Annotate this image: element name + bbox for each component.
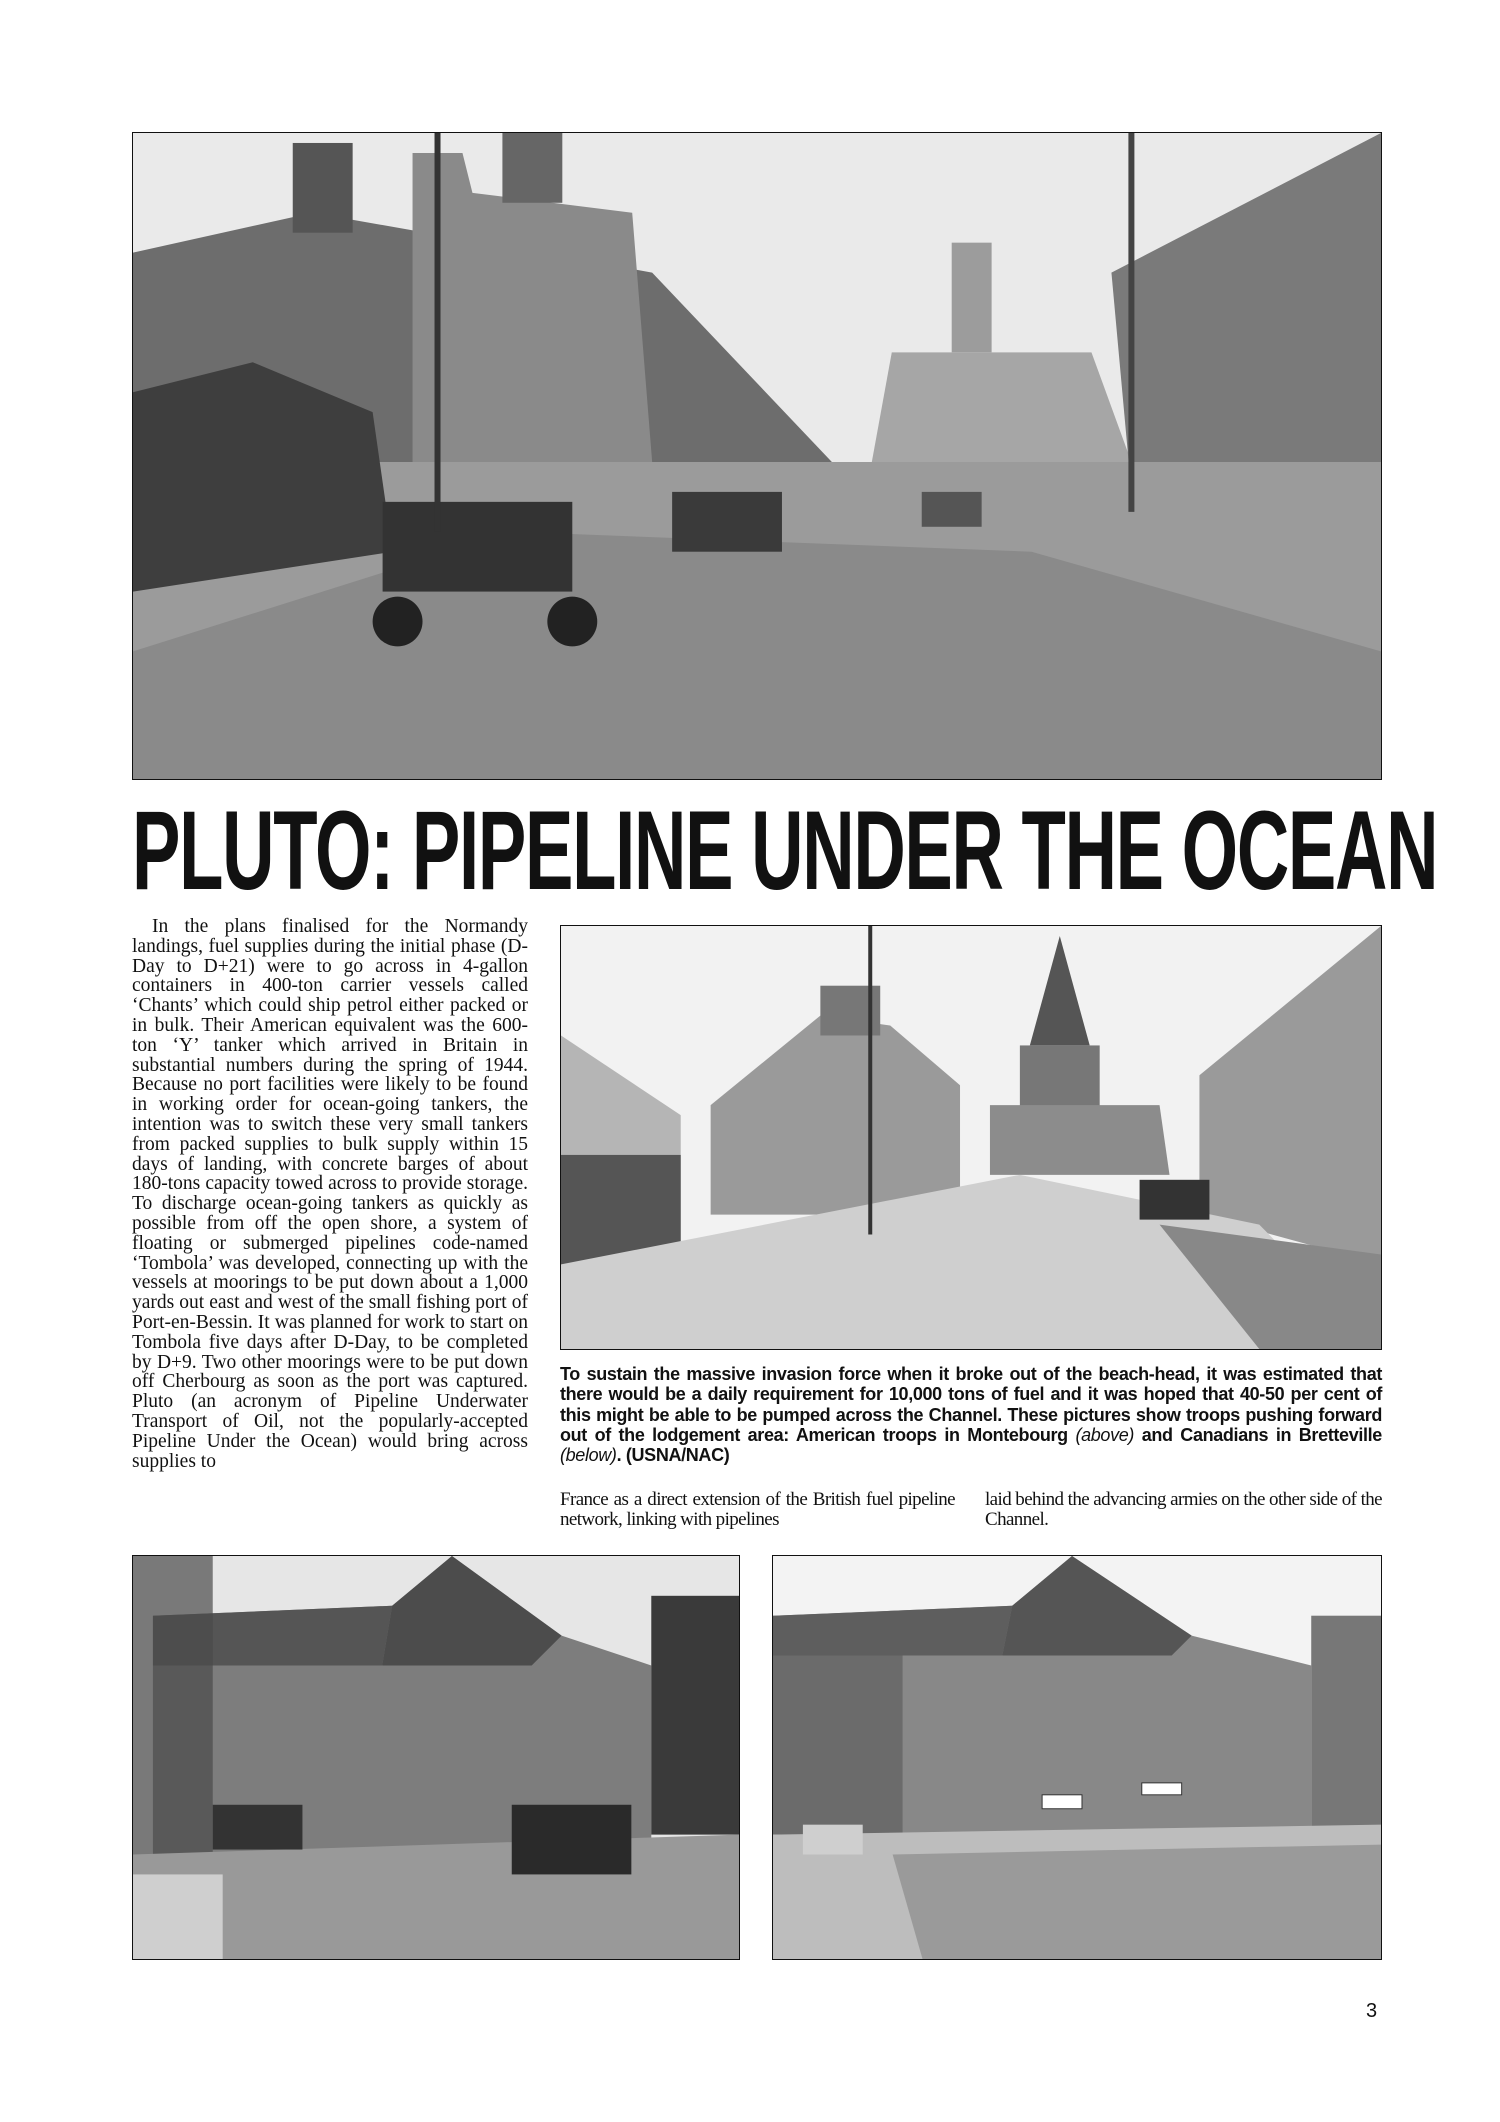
- body-paragraph: laid behind the advancing armies on the other side of the Channel.: [985, 1489, 1382, 1530]
- caption-above: (above): [1075, 1424, 1135, 1445]
- body-paragraph: France as a direct extension of the British fuel pipeline network, linking with pipelines: [560, 1489, 955, 1530]
- caption-below: (below): [560, 1445, 617, 1466]
- caption-credit: . (USNA/NAC): [616, 1445, 730, 1466]
- photo-wartime-street: [132, 132, 1382, 780]
- photo-bretteville-wartime: [132, 1555, 740, 1960]
- body-column-1: [132, 917, 528, 1471]
- body-column-2: [560, 1490, 955, 1530]
- body-paragraph: In the plans finalised for the Normandy landings, fuel supplies during the initial phase (D-Day to D+21) were to go across in 4-gallon containers in 400-ton carrier vessels called ‘Chants’ which could ship petrol either packed or in bulk. Their American equivalent was the 600-ton ‘Y’ tanker which arrived in Britain in substantial numbers during the spring of 1944. Because no port facilities were likely to be found in working order for ocean-going tankers, the intention was to switch these very small tankers from packed supplies to bulk supply within 15 days of landing, with concrete barges of about 180-tons capacity towed across to provide storage. To discharge ocean-going tankers as quickly as possible from off the open shore, a system of floating or submerged pipelines code-named ‘Tombola’ was developed, connecting up with the vessels at moorings to be put down about a 1,000 yards out east and west of the small fishing port of Port-en-Bessin. It was planned for work to start on Tombola five days after D-Day, to be completed by D+9. Two other moorings were to be put down off Cherbourg as soon as the port was captured. Pluto (an acronym of Pipeline Underwater Transport of Oil, not the popularly-accepted Pipeline Under the Ocean) would bring across supplies to: [132, 916, 528, 1472]
- photo-montebourg-street: [560, 925, 1382, 1350]
- photo-caption: [560, 1364, 1382, 1465]
- article-title: PLUTO: PIPELINE UNDER THE OCEAN: [132, 788, 1438, 913]
- caption-text: To sustain the massive invasion force when it broke out of the beach-head, it was estimated that there would be a daily requirement for 10,000 tons of fuel and it was hoped that 40-50 per cent of this might be able to be pumped across the Channel. These pictures show troops pushing forward out of the lodgement area: American troops in Montebourg: [560, 1364, 1382, 1445]
- photo-bretteville-modern: [772, 1555, 1382, 1960]
- caption-text-mid: and Canadians in Bretteville: [1141, 1424, 1382, 1445]
- body-column-3: [985, 1490, 1382, 1530]
- page-number: 3: [1366, 2000, 1378, 2022]
